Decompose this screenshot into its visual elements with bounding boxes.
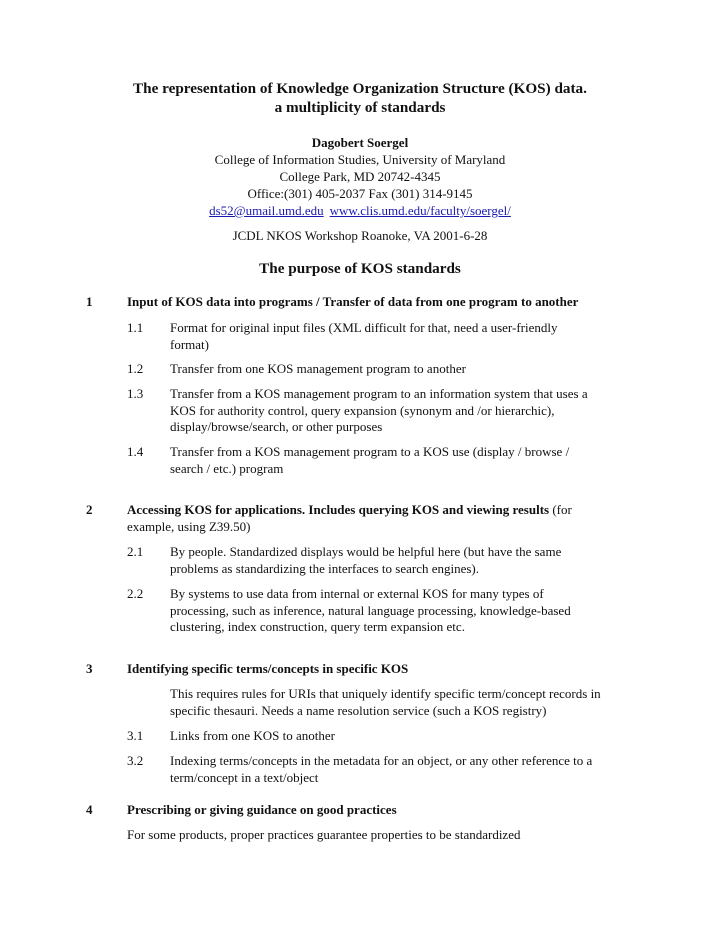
subsection-number: 1.4 [127,444,144,459]
subsection-text [170,586,640,636]
text-line: Transfer from a KOS management program to an information system that uses a [170,386,588,401]
section-body: For some products, proper practices guarantee properties to be standardized [127,827,521,842]
subsection-text [170,386,640,436]
website-link[interactable]: www.clis.umd.edu/faculty/soergel/ [329,203,511,218]
text-line: This requires rules for URIs that uniquely identify specific term/concept records in [170,686,601,701]
subsection-text [170,728,640,745]
workshop-info: JCDL NKOS Workshop Roanoke, VA 2001-6-28 [232,228,488,243]
subsection-text [170,361,640,378]
section-heading-text: Input of KOS data into programs / Transfer of data from one program to another [127,294,579,309]
text-line: format) [170,336,209,352]
subsection-text [170,544,640,577]
heading-bold-part: Accessing KOS for applications. Includes querying KOS and viewing results [127,502,550,517]
text-line: Indexing terms/concepts in the metadata for an object, or any other reference to a [170,753,593,768]
text-line: By systems to use data from internal or external KOS for many types of [170,586,544,601]
section-heading-text: Prescribing or giving guidance on good practices [127,802,397,817]
title-line-2: a multiplicity of standards [274,99,446,116]
subsection-number: 1.2 [127,361,144,376]
subsection-number: 1.3 [127,386,144,401]
section-number: 2 [86,502,93,517]
title-line-1: The representation of Knowledge Organization Structure (KOS) data. [133,80,587,97]
address: College Park, MD 20742-4345 [279,169,441,184]
text-line: By people. Standardized displays would be helpful here (but have the same [170,544,562,559]
text-line: clustering, index construction, query term expansion etc. [170,619,465,634]
subsection-number: 2.1 [127,544,144,559]
text-line: search / etc.) program [170,460,284,476]
text-line: specific thesauri. Needs a name resolution service (such a KOS registry) [170,702,547,718]
subsection-number: 1.1 [127,320,144,335]
text-line: Links from one KOS to another [170,728,336,743]
text-line: Format for original input files (XML difficult for that, need a user-friendly [170,320,558,335]
phone-fax: Office:(301) 405-2037 Fax (301) 314-9145 [247,186,473,201]
text-line: Transfer from one KOS management program to another [170,361,466,376]
subsection-number: 2.2 [127,586,144,601]
subsection-number: 3.1 [127,728,144,743]
title-block [0,79,720,244]
contact-links [0,202,720,219]
text-line: Transfer from a KOS management program to a KOS use (display / browse / [170,444,570,459]
section-number: 3 [86,661,93,676]
email-link[interactable]: ds52@umail.umd.edu [209,203,324,218]
subsection-number: 3.2 [127,753,144,768]
text-line: processing, such as inference, natural language processing, knowledge-based [170,602,571,618]
subsection-text [170,444,640,477]
section-heading: The purpose of KOS standards [259,260,461,277]
heading-normal-part: (for [549,502,572,517]
subsection-text [170,320,640,353]
text-line: term/concept in a text/object [170,769,319,785]
section-number: 1 [86,294,93,309]
affiliation: College of Information Studies, University of Maryland [214,152,506,167]
subsection-text [170,753,640,786]
section-heading-text [127,502,637,535]
document-title [0,79,720,117]
text-line: problems as standardizing the interfaces to search engines). [170,560,479,576]
heading-line-2: example, using Z39.50) [127,518,251,534]
section-intro [170,686,642,719]
author-name: Dagobert Soergel [311,135,409,150]
text-line: KOS for authority control, query expansion (synonym and /or hierarchic), [170,402,555,418]
section-heading-text: Identifying specific terms/concepts in specific KOS [127,661,409,676]
section-number: 4 [86,802,93,817]
text-line: display/browse/search, or other purposes [170,419,383,434]
